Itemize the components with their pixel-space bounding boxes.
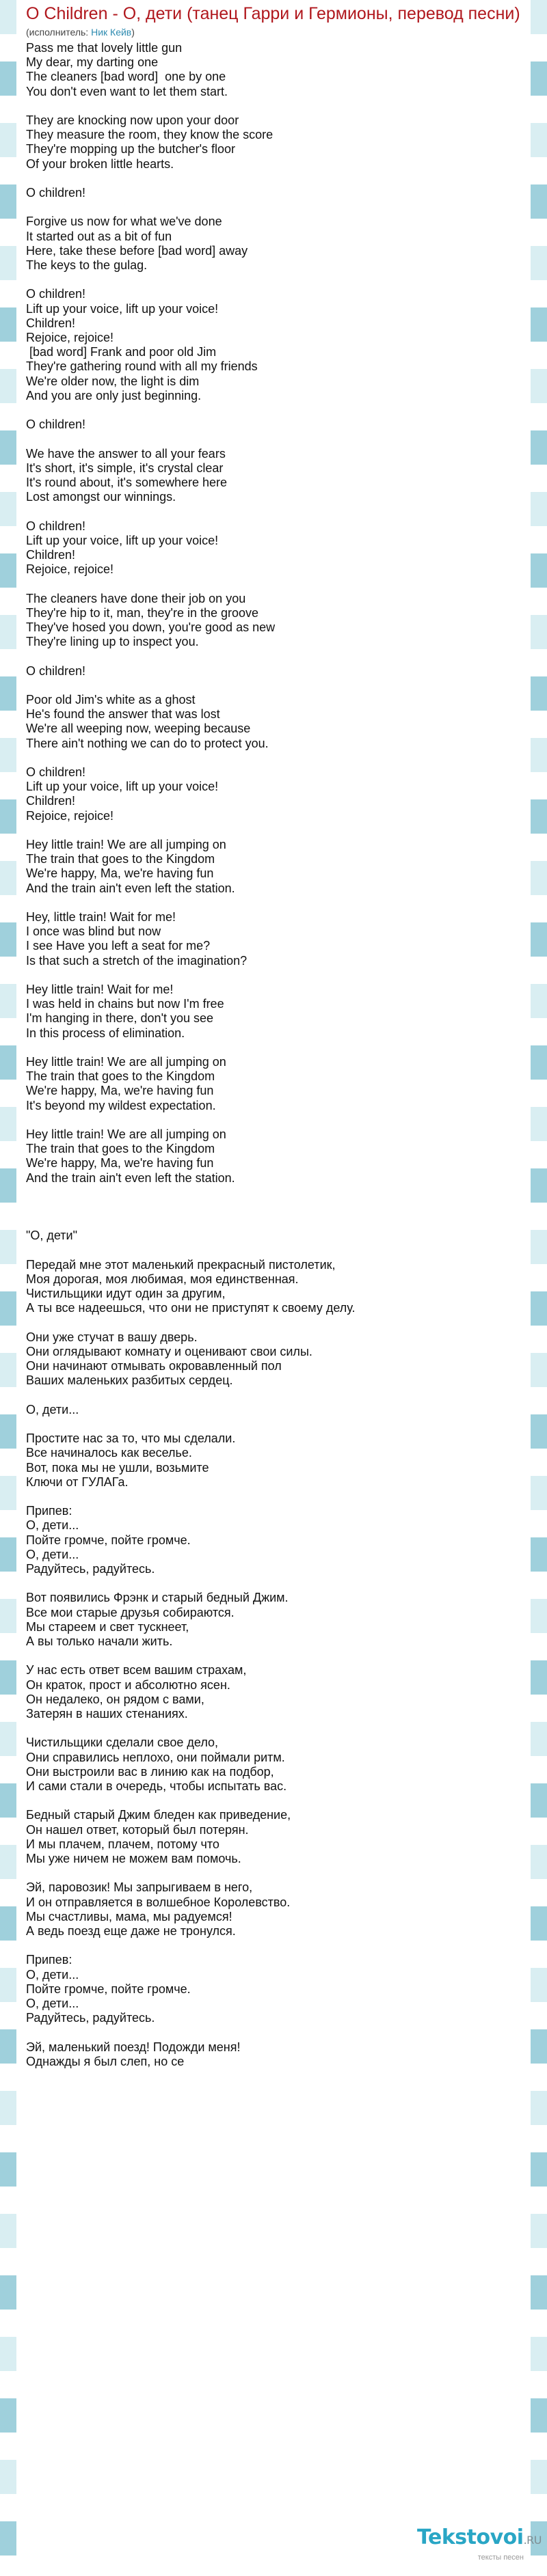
lyric-line: Rejoice, rejoice! — [26, 562, 114, 577]
lyric-line — [26, 200, 521, 215]
lyric-line: Hey little train! We are all jumping on — [26, 837, 226, 851]
lyric-line: Мы счастливы, мама, мы радуемся! — [26, 1909, 232, 1923]
lyric-line: My dear, my darting one — [26, 55, 159, 70]
lyric-line: The train that goes to the Kingdom — [26, 1069, 215, 1084]
lyric-line: Простите нас за то, что мы сделали. — [26, 1431, 236, 1446]
lyric-line — [26, 751, 521, 765]
lyric-line: Они оглядывают комнату и оценивают свои силы. — [26, 1344, 312, 1358]
lyric-line: They're mopping up the butcher's floor — [26, 142, 236, 156]
lyric-line: O children! — [26, 663, 86, 678]
lyric-line: Hey little train! We are all jumping on — [26, 1127, 226, 1141]
lyric-line: О, дети... — [26, 1547, 79, 1561]
lyric-line: Pass me that lovely little gun — [26, 41, 183, 55]
lyric-line: We're older now, the light is dim — [26, 374, 200, 388]
lyric-line: Children! — [26, 316, 76, 330]
lyric-line — [26, 1214, 521, 1229]
lyric-line — [26, 1938, 521, 1953]
lyric-line: О, дети... — [26, 1996, 79, 2010]
lyric-line: The cleaners [bad word] one by one — [26, 70, 226, 84]
lyric-line: Мы уже ничем не можем вам помочь. — [26, 1851, 241, 1865]
lyric-line: Ключи от ГУЛАГа. — [26, 1475, 129, 1489]
lyric-line — [26, 1113, 521, 1127]
lyric-line: Эй, маленький поезд! Подожди меня! — [26, 2040, 241, 2054]
lyric-line: Hey little train! Wait for me! — [26, 982, 174, 996]
lyric-line: O children! — [26, 765, 86, 779]
lyric-line: Lift up your voice, lift up your voice! — [26, 780, 219, 794]
lyric-line: We're happy, Ma, we're having fun — [26, 1156, 214, 1170]
lyric-line: O children! — [26, 287, 86, 301]
lyric-line: We're all weeping now, weeping because — [26, 722, 251, 736]
lyric-line: They're lining up to inspect you. — [26, 635, 199, 649]
lyrics-page — [16, 0, 531, 2576]
lyric-line: I'm hanging in there, don't you see — [26, 1011, 214, 1026]
lyric-line: Он недалеко, он рядом с вами, — [26, 1692, 204, 1706]
lyric-line — [26, 1244, 521, 1258]
lyric-line: Радуйтесь, радуйтесь. — [26, 2011, 155, 2025]
lyric-line — [26, 968, 521, 983]
lyric-line: Бедный старый Джим бледен как приведение, — [26, 1808, 291, 1822]
lyric-line: And you are only just beginning. — [26, 388, 202, 402]
lyric-line: О, дети... — [26, 1402, 79, 1416]
lyric-line — [26, 577, 521, 591]
lyric-line: Poor old Jim's white as a ghost — [26, 692, 196, 707]
lyric-line: Эй, паровозик! Мы запрыгиваем в него, — [26, 1880, 253, 1895]
lyric-line: We have the answer to all your fears — [26, 446, 226, 461]
lyric-line: Forgive us now for what we've done — [26, 215, 222, 229]
lyric-line: The train that goes to the Kingdom — [26, 852, 215, 866]
lyric-line: Ваших маленьких разбитых сердец. — [26, 1373, 233, 1388]
lyric-line: You don't even want to let them start. — [26, 84, 228, 98]
lyric-line: O children! — [26, 519, 86, 533]
lyric-line: О, дети... — [26, 1518, 79, 1533]
performer-line — [26, 25, 521, 39]
lyric-line: Они начинают отмывать окровавленный пол — [26, 1359, 282, 1373]
lyric-line: Пойте громче, пойте громче. — [26, 1533, 191, 1547]
lyric-line: It's round about, it's somewhere here — [26, 476, 228, 489]
lyric-line: It's short, it's simple, it's crystal clear — [26, 461, 224, 475]
lyric-line: Rejoice, rejoice! — [26, 331, 114, 344]
lyric-line — [26, 896, 521, 910]
lyric-line: Моя дорогая, моя любимая, моя единственная. — [26, 1272, 299, 1286]
lyric-line — [26, 1186, 521, 1200]
lyric-line: Вот появились Фрэнк и старый бедный Джим. — [26, 1591, 289, 1605]
page-title: O Children - О, дети (танец Гарри и Гермионы, перевод песни) — [26, 4, 520, 23]
lyric-line: Lost amongst our winnings. — [26, 490, 176, 504]
lyric-line — [26, 649, 521, 663]
lyric-line: Мы стареем и свет тускнеет, — [26, 1619, 189, 1634]
lyric-line: It's beyond my wildest expectation. — [26, 1098, 216, 1112]
lyric-line: А ты все надеешься, что они не приступят к своему делу. — [26, 1301, 356, 1315]
lyric-line — [26, 1649, 521, 1663]
lyric-line: We're happy, Ma, we're having fun — [26, 1084, 214, 1098]
lyric-line — [26, 1388, 521, 1403]
lyric-line: Lift up your voice, lift up your voice! — [26, 533, 219, 547]
lyric-line: O children! — [26, 186, 86, 200]
logo-name: Tekstovoi — [417, 2525, 524, 2549]
lyric-line — [26, 504, 521, 519]
lyric-line: And the train ain't even left the station. — [26, 881, 235, 895]
lyric-line: Children! — [26, 548, 76, 562]
lyric-line: Is that such a stretch of the imagination? — [26, 953, 248, 968]
lyric-line: We're happy, Ma, we're having fun — [26, 866, 214, 881]
lyric-line: Он краток, прост и абсолютно ясен. — [26, 1677, 230, 1692]
lyric-line — [26, 679, 521, 693]
lyric-line: Радуйтесь, радуйтесь. — [26, 1561, 155, 1576]
lyric-line: Все начиналось как веселье. — [26, 1446, 192, 1460]
lyric-line — [26, 1200, 521, 1214]
lyric-line: Of your broken little hearts. — [26, 156, 174, 171]
lyric-line: In this process of elimination. — [26, 1026, 185, 1040]
lyric-line — [26, 1576, 521, 1591]
lyric-line: Чистильщики идут один за другим, — [26, 1287, 226, 1301]
lyric-line: Чистильщики сделали свое дело, — [26, 1736, 219, 1750]
lyric-line: I once was blind but now — [26, 924, 161, 939]
lyric-line — [26, 823, 521, 838]
lyric-line: Hey little train! We are all jumping on — [26, 1054, 226, 1069]
logo-tagline: тексты песен — [477, 2553, 524, 2562]
lyric-line: А вы только начали жить. — [26, 1634, 173, 1648]
lyric-line: The keys to the gulag. — [26, 258, 148, 272]
lyric-line: O children! — [26, 417, 86, 432]
logo-tld: .RU — [523, 2534, 542, 2547]
lyric-line: О, дети... — [26, 1967, 79, 1982]
lyrics-text — [26, 41, 521, 2069]
lyric-line — [26, 273, 521, 287]
lyric-line: А ведь поезд еще даже не тронулся. — [26, 1923, 236, 1938]
lyric-line: They're hip to it, man, they're in the groove — [26, 605, 259, 620]
lyric-line: And the train ain't even left the station. — [26, 1170, 235, 1185]
logo-brand — [384, 2525, 542, 2553]
lyric-line — [26, 1721, 521, 1736]
lyric-line — [26, 432, 521, 446]
lyric-line — [26, 99, 521, 113]
lyric-line: Они уже стучат в вашу дверь. — [26, 1330, 198, 1344]
lyric-line: Они выстроили вас в линию как на подбор, — [26, 1764, 274, 1779]
lyric-line: [bad word] Frank and poor old Jim — [26, 345, 217, 359]
performer-suffix: ) — [131, 27, 135, 38]
lyric-line — [26, 1490, 521, 1504]
lyric-line: Вот, пока мы не ушли, возьмите — [26, 1460, 209, 1475]
lyric-line: I was held in chains but now I'm free — [26, 997, 224, 1011]
lyric-line: It started out as a bit of fun — [26, 229, 172, 243]
lyric-line: Затерян в наших стенаниях. — [26, 1706, 188, 1721]
lyric-line — [26, 172, 521, 186]
lyric-line: They've hosed you down, you're good as new — [26, 620, 276, 634]
lyric-line: Он нашел ответ, который был потерян. — [26, 1822, 249, 1837]
lyric-line — [26, 403, 521, 417]
lyric-line: The train that goes to the Kingdom — [26, 1142, 215, 1156]
lyric-line: Припев: — [26, 1953, 72, 1967]
performer-prefix: (исполнитель: — [26, 27, 92, 38]
lyric-line: И мы плачем, плачем, потому что — [26, 1837, 219, 1851]
lyric-line — [26, 2025, 521, 2040]
lyric-line: I see Have you left a seat for me? — [26, 939, 211, 953]
lyric-line — [26, 1316, 521, 1330]
lyric-line: Lift up your voice, lift up your voice! — [26, 301, 219, 316]
lyric-line: У нас есть ответ всем вашим страхам, — [26, 1663, 247, 1677]
lyric-line: И он отправляется в волшебное Королевство. — [26, 1895, 291, 1909]
lyric-line: Они справились неплохо, они поймали ритм. — [26, 1750, 285, 1764]
lyric-line — [26, 1794, 521, 1808]
lyric-line: "О, дети" — [26, 1229, 77, 1243]
lyric-line — [26, 1866, 521, 1880]
artist-link[interactable]: Ник Кейв — [91, 27, 132, 38]
lyric-line: The cleaners have done their job on you — [26, 591, 246, 605]
lyric-line: Однажды я был слеп, но се — [26, 2054, 185, 2068]
lyric-line: He's found the answer that was lost — [26, 707, 220, 722]
lyric-line: Here, take these before [bad word] away — [26, 243, 248, 258]
lyric-line: Передай мне этот маленький прекрасный пистолетик, — [26, 1257, 336, 1272]
lyric-line: Пойте громче, пойте громче. — [26, 1982, 191, 1996]
lyric-line: Все мои старые друзья собираются. — [26, 1605, 235, 1619]
lyric-line: They measure the room, they know the score — [26, 128, 274, 142]
lyric-line: Hey, little train! Wait for me! — [26, 909, 176, 924]
lyric-line: They're gathering round with all my friends — [26, 359, 258, 374]
lyric-line — [26, 1041, 521, 1055]
lyric-line: Children! — [26, 794, 76, 808]
site-logo[interactable] — [384, 2525, 542, 2566]
lyric-line: Припев: — [26, 1504, 72, 1518]
lyric-line: They are knocking now upon your door — [26, 113, 239, 127]
lyric-line — [26, 1417, 521, 1431]
lyric-line: There ain't nothing we can do to protect you. — [26, 736, 269, 750]
lyric-line: И сами стали в очередь, чтобы испытать вас. — [26, 1779, 287, 1793]
lyric-line: Rejoice, rejoice! — [26, 808, 114, 823]
